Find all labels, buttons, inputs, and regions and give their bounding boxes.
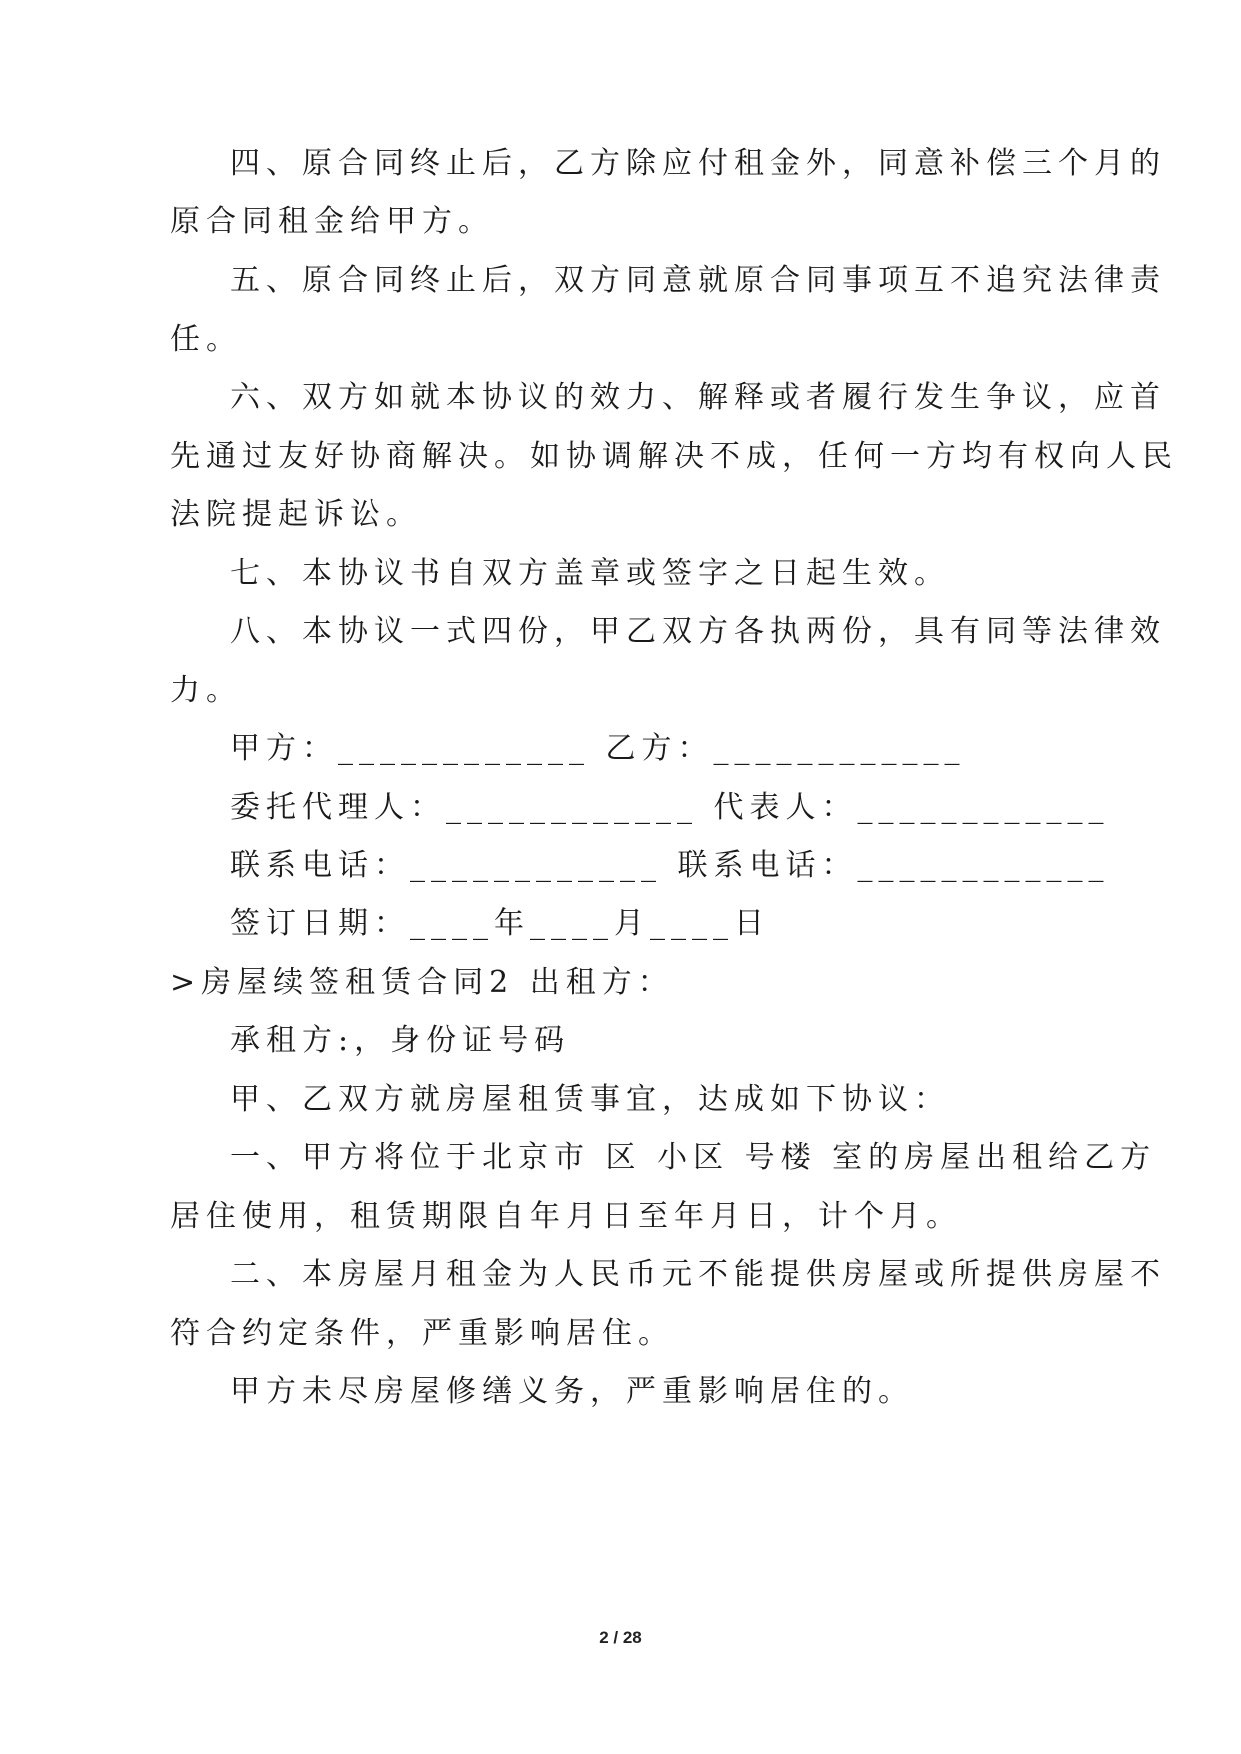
page-number: 2 / 28	[599, 1628, 642, 1647]
paragraph-line: 符合约定条件，严重影响居住。	[170, 1316, 674, 1351]
signature-line-date: 签订日期：____年____月____日	[230, 906, 770, 941]
paragraph-line: 任。	[170, 322, 242, 357]
signature-line-agent: 委托代理人：____________ 代表人：____________	[230, 790, 1110, 825]
paragraph-line: 六、双方如就本协议的效力、解释或者履行发生争议，应首	[230, 380, 1166, 415]
paragraph-line: 居住使用，租赁期限自年月日至年月日，计个月。	[170, 1199, 962, 1234]
paragraph-line: 七、本协议书自双方盖章或签字之日起生效。	[230, 556, 950, 591]
paragraph-line: 二、本房屋月租金为人民币元不能提供房屋或所提供房屋不	[230, 1257, 1166, 1292]
paragraph-line: 一、甲方将位于北京市 区 小区 号楼 室的房屋出租给乙方	[230, 1140, 1157, 1175]
signature-line-phone: 联系电话：____________ 联系电话：____________	[230, 848, 1110, 883]
paragraph-line: 四、原合同终止后，乙方除应付租金外，同意补偿三个月的	[230, 146, 1166, 181]
section-heading-line: >房屋续签租赁合同2 出租方：	[170, 965, 674, 1000]
paragraph-line: 承租方:，身份证号码	[230, 1023, 571, 1058]
paragraph-line: 甲方未尽房屋修缮义务，严重影响居住的。	[230, 1374, 914, 1409]
paragraph-line: 八、本协议一式四份，甲乙双方各执两份，具有同等法律效	[230, 614, 1166, 649]
paragraph-line: 力。	[170, 673, 242, 708]
paragraph-line: 五、原合同终止后，双方同意就原合同事项互不追究法律责	[230, 263, 1166, 298]
paragraph-line: 甲、乙双方就房屋租赁事宜，达成如下协议：	[230, 1082, 950, 1117]
paragraph-line: 法院提起诉讼。	[170, 497, 422, 532]
paragraph-line: 原合同租金给甲方。	[170, 204, 494, 239]
paragraph-line: 先通过友好协商解决。如协调解决不成，任何一方均有权向人民	[170, 439, 1178, 474]
signature-line-party: 甲方：____________ 乙方：____________	[230, 731, 966, 766]
